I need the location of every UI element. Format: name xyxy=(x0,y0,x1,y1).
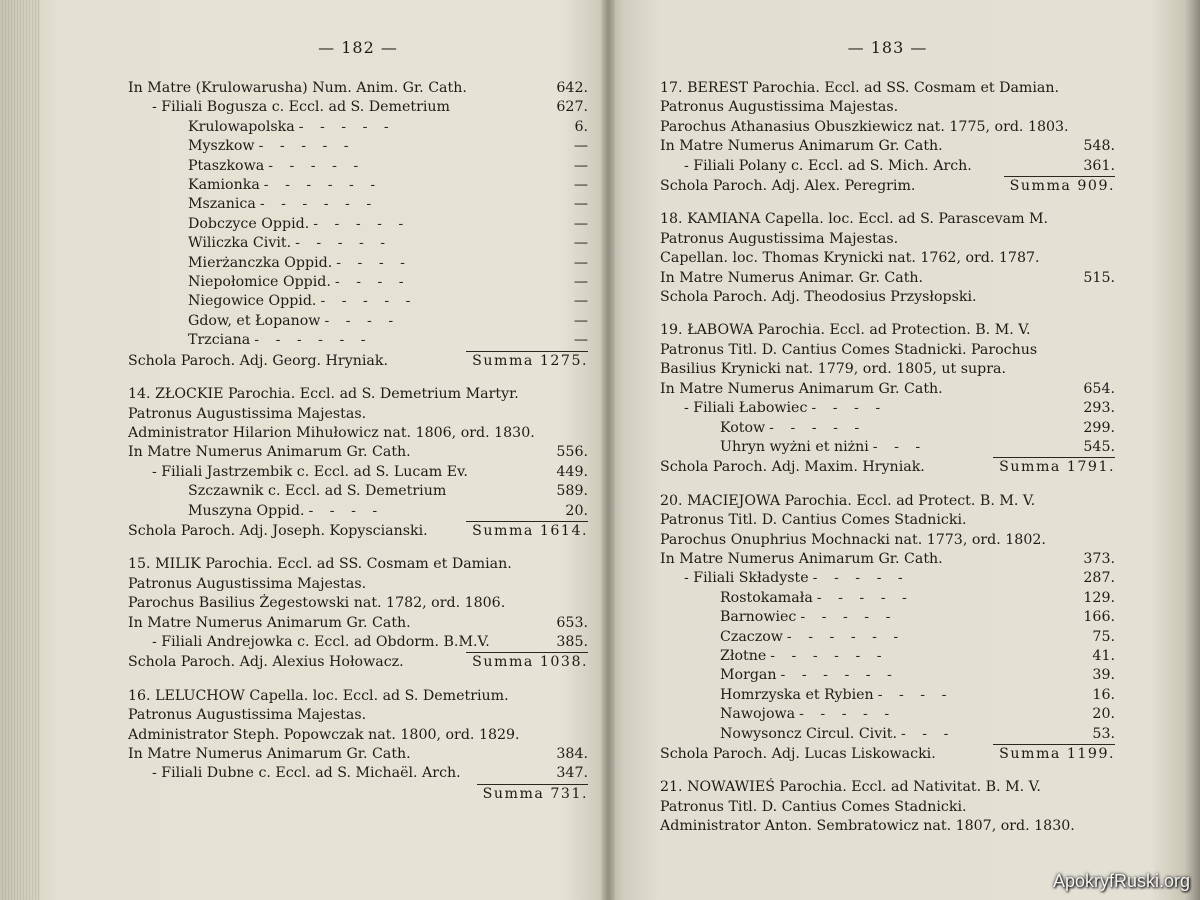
line-text: Ptaszkowa xyxy=(188,157,265,174)
entry-line xyxy=(128,706,588,725)
line-text: Patronus Augustissima Majestas. xyxy=(128,707,367,724)
entry-line xyxy=(660,589,1115,608)
dot-leader: - - - - - - xyxy=(254,332,372,349)
soul-count: 16. xyxy=(1092,686,1115,703)
entry-line xyxy=(128,292,588,311)
line-text: In Matre Numerus Animarum Gr. Cath. xyxy=(660,380,943,397)
soul-count: 627. xyxy=(556,99,588,116)
soul-count: 653. xyxy=(556,614,588,631)
entry-line xyxy=(660,137,1115,156)
soul-count: 361. xyxy=(1083,157,1115,174)
line-text: Parochus Basilius Żegestowski nat. 1782, ord. 1806. xyxy=(128,595,506,612)
schola-text: Schola Paroch. Adj. Georg. Hryniak. xyxy=(128,352,388,369)
line-text: Administrator Anton. Sembratowicz nat. 1807, ord. 1830. xyxy=(660,818,1075,835)
entry-line xyxy=(128,312,588,331)
soul-count: 373. xyxy=(1083,550,1115,567)
entry-line xyxy=(660,492,1115,511)
entry-line xyxy=(660,419,1115,438)
summa-total: Summa 1791. xyxy=(993,457,1115,477)
schola-text: Schola Paroch. Adj. Maxim. Hryniak. xyxy=(660,459,925,476)
line-text: Patronus Titl. D. Cantius Comes Stadnicki. xyxy=(660,512,967,529)
entry-line xyxy=(660,686,1115,705)
dot-leader: - - - - - - xyxy=(770,647,888,664)
schola-summa-row xyxy=(128,784,588,804)
line-text: Patronus Augustissima Majestas. xyxy=(660,230,899,247)
entry-line xyxy=(660,79,1115,98)
line-text: - Filiali Dubne c. Eccl. ad S. Michaël. Arch. xyxy=(152,765,461,782)
soul-count: 556. xyxy=(556,444,588,461)
line-text: 19. ŁABOWA Parochia. Eccl. ad Protection. B. M. V. xyxy=(660,322,1031,339)
line-text: In Matre Numerus Animarum Gr. Cath. xyxy=(128,746,411,762)
line-text: Administrator Steph. Popowczak nat. 1800, ord. 1829. xyxy=(128,726,520,743)
line-text: In Matre Numerus Animarum Gr. Cath. xyxy=(660,138,943,155)
soul-count: 589. xyxy=(556,483,588,500)
line-text: Uhryn wyżni et niżni xyxy=(720,438,869,455)
summa-total: Summa 1038. xyxy=(466,652,588,672)
entry-line xyxy=(660,778,1115,797)
soul-count: 6. xyxy=(574,118,588,135)
schola-text: Schola Paroch. Adj. Alex. Peregrim. xyxy=(660,178,916,195)
line-text: Krulowapolska xyxy=(188,118,295,135)
soul-count: 293. xyxy=(1083,400,1115,417)
entry-line xyxy=(128,482,588,501)
entry-line xyxy=(128,176,588,195)
dot-leader: - - - - - xyxy=(258,138,355,155)
entry-line xyxy=(660,647,1115,666)
line-text: Wiliczka Civit. xyxy=(188,235,292,252)
entry-line xyxy=(660,321,1115,340)
parish-entry xyxy=(660,210,1115,307)
line-text: Nowysoncz Circul. Civit. xyxy=(720,725,897,742)
parish-entry xyxy=(660,778,1115,836)
soul-count: 39. xyxy=(1092,667,1115,684)
entry-line xyxy=(128,234,588,253)
parish-entry xyxy=(128,687,588,804)
parish-entry xyxy=(128,79,588,371)
entry-line xyxy=(128,745,588,764)
schola-summa-row xyxy=(660,457,1115,477)
soul-count: — xyxy=(573,177,588,194)
dot-leader: - - - - xyxy=(334,274,410,291)
summa-total: Summa 1275. xyxy=(466,351,588,371)
entry-line xyxy=(128,405,588,424)
entry-line xyxy=(660,608,1115,627)
line-text: Homrzyska et Rybien xyxy=(720,686,874,703)
entry-line xyxy=(128,331,588,350)
soul-count: 287. xyxy=(1083,570,1115,587)
dot-leader: - - - - - xyxy=(295,235,392,252)
soul-count: — xyxy=(573,196,588,213)
line-text: Złotne xyxy=(720,647,767,664)
soul-count: — xyxy=(573,274,588,291)
entry-line xyxy=(128,157,588,176)
entry-line xyxy=(660,230,1115,249)
schola-summa-row xyxy=(128,521,588,541)
entry-line xyxy=(128,764,588,783)
line-text: Mierżanczka Oppid. xyxy=(188,254,333,271)
line-text: - Filiali Łabowiec xyxy=(684,400,808,417)
dot-leader: - - - - - - xyxy=(259,196,378,213)
soul-count: — xyxy=(573,293,588,310)
entry-line xyxy=(660,249,1115,268)
soul-count: 53. xyxy=(1092,725,1115,742)
dot-leader: - - - - xyxy=(308,502,384,519)
entry-line xyxy=(660,210,1115,229)
schola-summa-row xyxy=(128,652,588,672)
line-text: Nawojowa xyxy=(720,706,796,723)
soul-count: 41. xyxy=(1092,647,1115,664)
entry-line xyxy=(660,438,1115,457)
soul-count: — xyxy=(573,157,588,174)
line-text: Basilius Krynicki nat. 1779, ord. 1805, ut supra. xyxy=(660,361,1006,378)
entry-line xyxy=(660,798,1115,817)
dot-leader: - - - - - xyxy=(816,589,913,606)
soul-count: 166. xyxy=(1083,609,1115,626)
soul-count: — xyxy=(573,235,588,252)
entry-line xyxy=(128,254,588,273)
entry-line xyxy=(128,687,588,706)
entry-line xyxy=(128,443,588,462)
line-text: Rostokamała xyxy=(720,589,813,606)
line-text: - Filiali Składyste xyxy=(684,570,809,587)
soul-count: — xyxy=(573,215,588,232)
soul-count: — xyxy=(573,312,588,329)
right-page-number: — 183 — xyxy=(847,38,928,57)
schola-text: Schola Paroch. Adj. Alexius Hołowacz. xyxy=(128,654,404,671)
line-text: 16. LELUCHOW Capella. loc. Eccl. ad S. Demetrium. xyxy=(128,687,509,704)
line-text: 17. BEREST Parochia. Eccl. ad SS. Cosmam et Damian. xyxy=(660,80,1060,96)
line-text: Parochus Onuphrius Mochnacki nat. 1773, ord. 1802. xyxy=(660,531,1046,548)
dot-leader: - - - - - - xyxy=(263,177,382,194)
watermark: ApokryfRuski.org xyxy=(1052,871,1190,891)
entry-line xyxy=(660,531,1115,550)
dot-leader: - - - - - xyxy=(800,609,897,626)
right-entries xyxy=(660,79,1115,837)
soul-count: 642. xyxy=(556,80,588,96)
entry-line xyxy=(660,817,1115,836)
right-page xyxy=(660,38,1115,851)
entry-line xyxy=(128,98,588,117)
dot-leader: - - - - xyxy=(877,686,953,703)
line-text: Morgan xyxy=(720,667,777,684)
parish-entry xyxy=(660,79,1115,196)
dot-leader: - - - - - xyxy=(313,215,410,232)
line-text: Niepołomice Oppid. xyxy=(188,274,331,291)
entry-line xyxy=(128,726,588,745)
dot-leader: - - - - - xyxy=(799,706,896,723)
line-text: Patronus Augustissima Majestas. xyxy=(128,575,367,592)
line-text: - Filiali Bogusza c. Eccl. ad S. Demetrium xyxy=(152,99,450,116)
soul-count: 654. xyxy=(1083,380,1115,397)
dot-leader: - - - - - xyxy=(298,118,395,135)
dot-leader: - - - - xyxy=(811,400,887,417)
line-text: Dobczyce Oppid. xyxy=(188,215,310,232)
line-text: Mszanica xyxy=(188,196,256,213)
line-text: Trzciana xyxy=(188,332,251,349)
soul-count: — xyxy=(573,332,588,349)
entry-line xyxy=(660,157,1115,176)
entry-line xyxy=(128,424,588,443)
entry-line xyxy=(128,502,588,521)
line-text: Muszyna Oppid. xyxy=(188,502,305,519)
line-text: Myszkow xyxy=(188,138,255,155)
book-spine xyxy=(601,0,615,900)
entry-line xyxy=(128,463,588,482)
entry-line xyxy=(128,633,588,652)
schola-text: Schola Paroch. Adj. Joseph. Kopyscianski. xyxy=(128,522,428,539)
soul-count: 545. xyxy=(1083,438,1115,455)
soul-count: 75. xyxy=(1092,628,1115,645)
left-entries xyxy=(128,79,588,804)
parish-entry xyxy=(128,555,588,672)
entry-line xyxy=(128,385,588,404)
line-text: Patronus Titl. D. Cantius Comes Stadnicki. xyxy=(660,798,967,815)
entry-line xyxy=(128,273,588,292)
entry-line xyxy=(660,705,1115,724)
line-text: - Filiali Jastrzembik c. Eccl. ad S. Lucam Ev. xyxy=(152,463,468,480)
soul-count: 347. xyxy=(556,765,588,782)
entry-line xyxy=(660,569,1115,588)
page-edges xyxy=(0,0,40,900)
entry-line xyxy=(128,195,588,214)
soul-count: 20. xyxy=(1092,706,1115,723)
schola-summa-row xyxy=(660,744,1115,764)
dot-leader: - - - - - xyxy=(268,157,365,174)
line-text: 15. MILIK Parochia. Eccl. ad SS. Cosmam et Damian. xyxy=(128,556,512,573)
entry-line xyxy=(660,98,1115,117)
soul-count: 515. xyxy=(1083,269,1115,286)
entry-line xyxy=(660,725,1115,744)
parish-entry xyxy=(660,492,1115,765)
line-text: Szczawnik c. Eccl. ad S. Demetrium xyxy=(188,483,447,500)
entry-line xyxy=(660,118,1115,137)
soul-count: 385. xyxy=(556,633,588,650)
soul-count: 384. xyxy=(556,746,588,762)
entry-line xyxy=(128,118,588,137)
line-text: 18. KAMIANA Capella. loc. Eccl. ad S. Parascevam M. xyxy=(660,211,1049,228)
line-text: - Filiali Andrejowka c. Eccl. ad Obdorm. B.M.V. xyxy=(152,633,490,650)
summa-total: Summa 1614. xyxy=(466,521,588,541)
soul-count: 129. xyxy=(1083,589,1115,606)
dot-leader: - - - - - - xyxy=(780,667,898,684)
line-text: Patronus Titl. D. Cantius Comes Stadnicki. Parochus xyxy=(660,341,1038,358)
schola-text: Schola Paroch. Adj. Lucas Liskowacki. xyxy=(660,746,936,762)
entry-line xyxy=(660,399,1115,418)
soul-count: — xyxy=(573,254,588,271)
soul-count: 20. xyxy=(565,502,588,519)
line-text: 21. NOWAWIEŚ Parochia. Eccl. ad Nativitat. B. M. V. xyxy=(660,779,1041,796)
line-text: In Matre Numerus Animarum Gr. Cath. xyxy=(660,550,943,567)
line-text: In Matre Numerus Animar. Gr. Cath. xyxy=(660,269,924,286)
line-text: Kotow xyxy=(720,419,766,436)
dot-leader: - - - - xyxy=(324,312,400,329)
soul-count: 449. xyxy=(556,463,588,480)
dot-leader: - - - xyxy=(872,438,927,455)
summa-total: Summa 909. xyxy=(1004,176,1115,196)
dot-leader: - - - xyxy=(900,725,955,742)
dot-leader: - - - - - xyxy=(812,570,909,587)
entry-line xyxy=(128,137,588,156)
line-text: Schola Paroch. Adj. Theodosius Przysłopski. xyxy=(660,289,977,306)
line-text: In Matre (Krulowarusha) Num. Anim. Gr. Cath. xyxy=(128,80,467,96)
entry-line xyxy=(660,380,1115,399)
summa-total: Summa 1199. xyxy=(993,744,1115,764)
line-text: Gdow, et Łopanow xyxy=(188,312,321,329)
line-text: Capellan. loc. Thomas Krynicki nat. 1762, ord. 1787. xyxy=(660,250,1040,267)
dot-leader: - - - - - xyxy=(769,419,866,436)
entry-line xyxy=(128,594,588,613)
line-text: Barnowiec xyxy=(720,609,797,626)
entry-line xyxy=(660,360,1115,379)
line-text: Czaczow xyxy=(720,628,783,645)
entry-line xyxy=(660,288,1115,307)
line-text: Administrator Hilarion Mihułowicz nat. 1806, ord. 1830. xyxy=(128,424,535,441)
soul-count: 299. xyxy=(1083,419,1115,436)
dot-leader: - - - - - - xyxy=(786,628,905,645)
entry-line xyxy=(660,511,1115,530)
dot-leader: - - - - xyxy=(336,254,411,271)
soul-count: — xyxy=(573,138,588,155)
entry-line xyxy=(128,614,588,633)
parish-entry xyxy=(660,321,1115,477)
entry-line xyxy=(660,666,1115,685)
entry-line xyxy=(128,79,588,98)
line-text: Kamionka xyxy=(188,177,260,194)
line-text: Niegowice Oppid. xyxy=(188,293,317,310)
entry-line xyxy=(128,555,588,574)
parish-entry xyxy=(128,385,588,541)
schola-summa-row xyxy=(660,176,1115,196)
line-text: In Matre Numerus Animarum Gr. Cath. xyxy=(128,444,411,461)
line-text: Parochus Athanasius Obuszkiewicz nat. 1775, ord. 1803. xyxy=(660,118,1069,135)
entry-line xyxy=(660,269,1115,288)
line-text: 20. MACIEJOWA Parochia. Eccl. ad Protect. B. M. V. xyxy=(660,492,1036,509)
entry-line xyxy=(660,628,1115,647)
entry-line xyxy=(128,215,588,234)
line-text: Patronus Augustissima Majestas. xyxy=(128,405,367,422)
left-page-number: — 182 — xyxy=(318,38,398,57)
entry-line xyxy=(660,550,1115,569)
soul-count: 548. xyxy=(1083,138,1115,155)
line-text: 14. ZŁOCKIE Parochia. Eccl. ad S. Demetrium Martyr. xyxy=(128,386,519,403)
schola-summa-row xyxy=(128,351,588,371)
entry-line xyxy=(660,341,1115,360)
line-text: - Filiali Polany c. Eccl. ad S. Mich. Arch. xyxy=(684,157,972,174)
dot-leader: - - - - - xyxy=(320,293,417,310)
line-text: In Matre Numerus Animarum Gr. Cath. xyxy=(128,614,411,631)
line-text: Patronus Augustissima Majestas. xyxy=(660,99,899,116)
summa-total: Summa 731. xyxy=(477,784,588,804)
entry-line xyxy=(128,575,588,594)
left-page xyxy=(128,38,588,818)
